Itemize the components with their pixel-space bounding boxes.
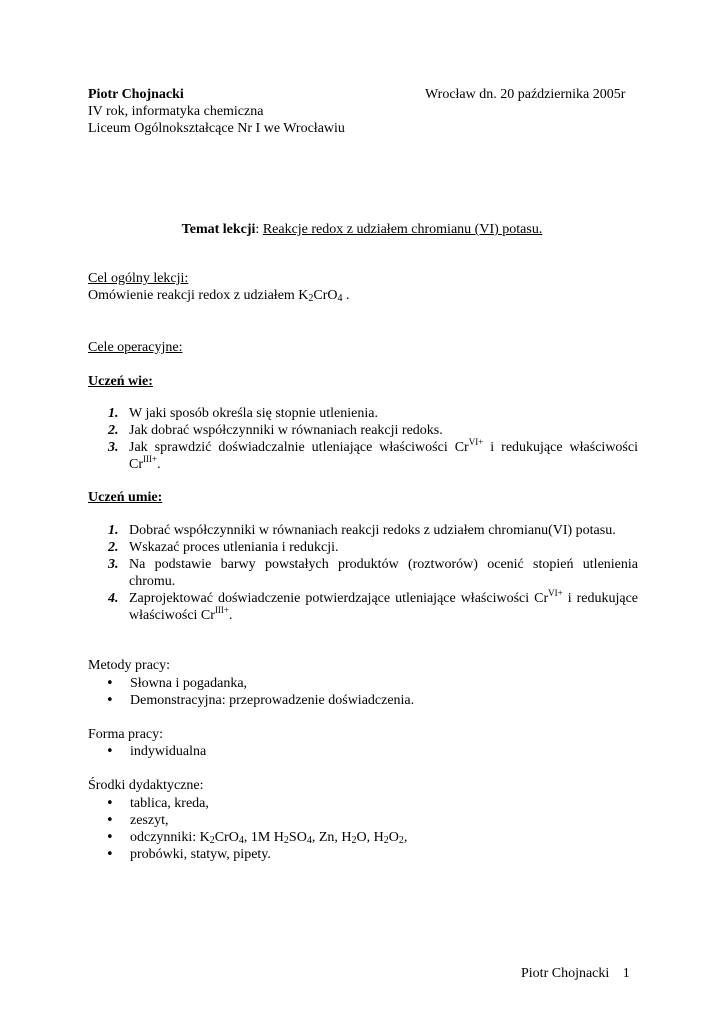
place-date: Wrocław dn. 20 października 2005r bbox=[425, 87, 626, 102]
topic-colon: : bbox=[255, 222, 263, 237]
item-text: Dobrać współczynniki w równaniach reakcji redoks z udziałem chromianu(VI) potasu. bbox=[129, 523, 616, 538]
operational-goals-heading: Cele operacyjne: bbox=[88, 340, 183, 355]
methods-list bbox=[88, 675, 638, 709]
item-text: . bbox=[157, 457, 161, 472]
list-item-reagents bbox=[88, 829, 638, 846]
list-item bbox=[88, 846, 638, 863]
bullet-icon: • bbox=[106, 796, 114, 811]
formula-part: CrO bbox=[313, 288, 338, 303]
item-text: Na podstawie barwy powstałych produktów (roztworów) ocenić stopień utlenienia chromu. bbox=[129, 557, 638, 589]
list-item bbox=[88, 743, 638, 760]
goal-text-after: . bbox=[342, 288, 350, 303]
student-knows-list bbox=[88, 405, 638, 473]
oxidation-state: III+ bbox=[143, 454, 158, 464]
bullet-icon: • bbox=[106, 847, 114, 862]
item-text: Słowna i pogadanka, bbox=[130, 676, 248, 691]
list-item bbox=[88, 590, 638, 624]
item-text: Wskazać proces utleniania i redukcji. bbox=[129, 540, 339, 555]
page-number: 1 bbox=[622, 966, 630, 981]
item-text: probówki, statyw, pipety. bbox=[130, 847, 271, 862]
form-heading: Forma pracy: bbox=[88, 727, 164, 742]
item-text: i redukujące właściwości Cr bbox=[129, 591, 638, 623]
goal-text-before: Omówienie reakcji redox z udziałem K bbox=[88, 288, 309, 303]
list-item bbox=[88, 405, 638, 422]
item-number: 2. bbox=[108, 540, 119, 555]
item-text: i redukujące właściwości Cr bbox=[129, 440, 638, 472]
item-number: 2. bbox=[108, 423, 119, 438]
item-text: Jak sprawdzić doświadczalnie utleniające właściwości Cr bbox=[129, 440, 469, 455]
list-item bbox=[88, 556, 638, 590]
item-number: 1. bbox=[108, 406, 119, 421]
list-item bbox=[88, 422, 638, 439]
means-heading: Środki dydaktyczne: bbox=[88, 778, 204, 793]
general-goal-heading: Cel ogólny lekcji: bbox=[88, 271, 189, 286]
footer-author: Piotr Chojnacki bbox=[521, 966, 610, 981]
student-can-heading: Uczeń umie: bbox=[88, 490, 163, 505]
item-text: Zaprojektować doświadczenie potwierdzające utleniające właściwości Cr bbox=[129, 591, 549, 606]
bullet-icon: • bbox=[106, 693, 114, 708]
item-text: Jak dobrać współczynniki w równaniach reakcji redoks. bbox=[129, 423, 443, 438]
item-number: 1. bbox=[108, 523, 119, 538]
list-item bbox=[88, 795, 638, 812]
form-list bbox=[88, 743, 638, 760]
bullet-icon: • bbox=[106, 813, 114, 828]
item-number: 3. bbox=[108, 557, 119, 572]
bullet-icon: • bbox=[106, 676, 114, 691]
formula-sub: 2 bbox=[308, 293, 314, 304]
general-goal-text bbox=[88, 287, 350, 304]
author-name: Piotr Chojnacki bbox=[88, 87, 184, 102]
item-number: 3. bbox=[108, 440, 119, 455]
student-knows-heading: Uczeń wie: bbox=[88, 374, 153, 389]
item-text: indywidualna bbox=[130, 744, 207, 759]
bullet-icon: • bbox=[106, 744, 114, 759]
item-text: W jaki sposób określa się stopnie utlenienia. bbox=[129, 406, 378, 421]
bullet-icon: • bbox=[106, 830, 114, 845]
oxidation-state: VI+ bbox=[468, 437, 484, 447]
list-item bbox=[88, 675, 638, 692]
means-list bbox=[88, 795, 638, 863]
list-item bbox=[88, 539, 638, 556]
topic-label: Temat lekcji bbox=[181, 222, 256, 237]
item-text: Demonstracyjna: przeprowadzenie doświadczenia. bbox=[130, 693, 415, 708]
footer bbox=[521, 965, 630, 982]
item-text: zeszyt, bbox=[130, 813, 169, 828]
item-number: 4. bbox=[108, 591, 119, 606]
topic-text: Reakcje redox z udziałem chromianu (VI) potasu. bbox=[262, 222, 543, 237]
study-year: IV rok, informatyka chemiczna bbox=[88, 104, 264, 119]
reagents-text: odczynniki: $K_2CrO_4$, 1M $H_2SO_4$, Zn, $H_2O$, $H_2O_2$, bbox=[130, 830, 408, 846]
student-can-list bbox=[88, 522, 638, 624]
list-item bbox=[88, 692, 638, 709]
formula-sub: 4 bbox=[337, 293, 343, 304]
oxidation-state: III+ bbox=[214, 605, 230, 615]
item-text: . bbox=[229, 608, 233, 623]
list-item bbox=[88, 439, 638, 473]
lesson-topic bbox=[0, 221, 724, 238]
list-item bbox=[88, 812, 638, 829]
methods-heading: Metody pracy: bbox=[88, 658, 171, 673]
oxidation-state: VI+ bbox=[548, 588, 563, 598]
item-text: tablica, kreda, bbox=[130, 796, 209, 811]
list-item bbox=[88, 522, 638, 539]
school-name: Liceum Ogólnokształcące Nr I we Wrocławiu bbox=[88, 121, 345, 136]
